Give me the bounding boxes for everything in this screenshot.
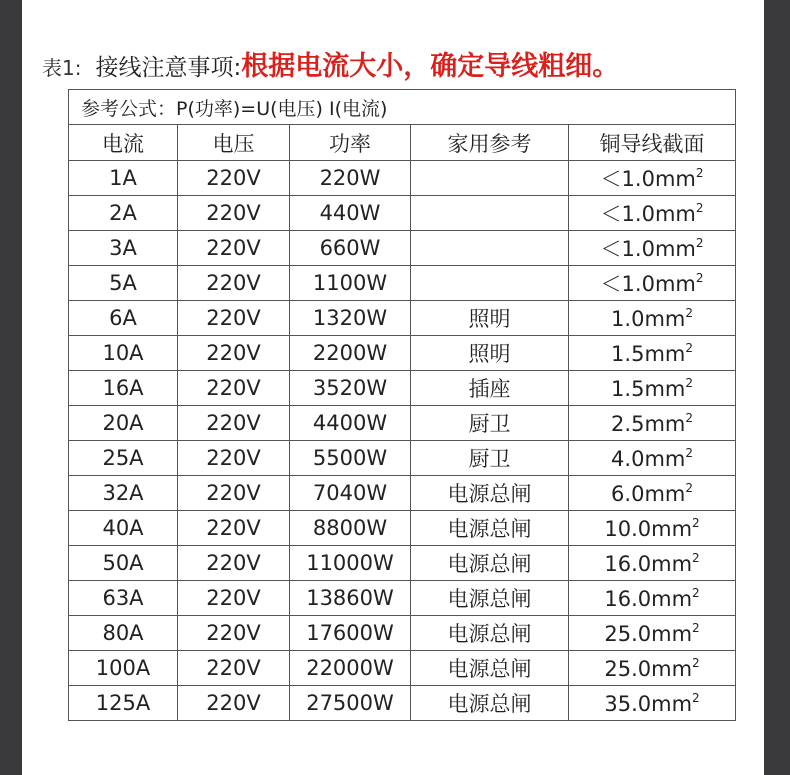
cell-power: 1320W	[290, 301, 411, 336]
caption-emphasis: 根据电流大小，确定导线粗细。	[241, 51, 620, 82]
cell-household-use	[411, 231, 569, 266]
area-value: 16.0	[604, 551, 652, 576]
area-unit: mm	[644, 411, 686, 436]
cell-voltage: 220V	[178, 616, 290, 651]
area-unit-power: 2	[685, 445, 693, 460]
cell-copper-area	[569, 581, 736, 616]
area-value: 4.0	[611, 446, 645, 471]
cell-power: 1100W	[290, 266, 411, 301]
cell-power: 17600W	[290, 616, 411, 651]
area-value: 1.5	[611, 341, 645, 366]
table-row	[69, 301, 736, 336]
area-unit: mm	[651, 516, 693, 541]
area-unit-power: 2	[695, 166, 704, 180]
formula-text: 参考公式：P(功率)=U(电压) I(电流)	[69, 90, 736, 125]
cell-household-use: 电源总闸	[411, 616, 569, 651]
area-unit-power: 2	[695, 236, 704, 250]
cell-power: 660W	[290, 231, 411, 266]
cell-household-use: 电源总闸	[411, 581, 569, 616]
cell-current: 1A	[69, 161, 178, 196]
cell-household-use: 厨卫	[411, 406, 569, 441]
table-row	[69, 616, 736, 651]
table-number: 表1:	[42, 56, 82, 80]
area-value: 25.0	[604, 656, 652, 681]
table-row	[69, 196, 736, 231]
area-value: ＜1.0	[600, 237, 655, 261]
table-row	[69, 336, 736, 371]
cell-power: 440W	[290, 196, 411, 231]
cell-copper-area	[569, 406, 736, 441]
cell-voltage: 220V	[178, 301, 290, 336]
area-value: 25.0	[604, 621, 652, 646]
cell-household-use	[411, 196, 569, 231]
cell-current: 2A	[69, 196, 178, 231]
cell-current: 25A	[69, 441, 178, 476]
cell-power: 13860W	[290, 581, 411, 616]
area-unit-power: 2	[685, 480, 693, 495]
area-unit-power: 2	[685, 340, 693, 355]
area-unit: mm	[651, 551, 693, 576]
cell-current: 5A	[69, 266, 178, 301]
cell-copper-area	[569, 476, 736, 511]
cell-copper-area	[569, 266, 736, 301]
table-row	[69, 231, 736, 266]
area-unit-power: 2	[685, 305, 693, 320]
header-power: 功率	[290, 125, 411, 161]
area-value: ＜1.0	[600, 202, 655, 226]
table-row	[69, 371, 736, 406]
area-unit: mm	[651, 656, 693, 681]
cell-household-use: 照明	[411, 336, 569, 371]
cell-voltage: 220V	[178, 476, 290, 511]
cell-power: 3520W	[290, 371, 411, 406]
wire-gauge-table	[68, 89, 736, 721]
area-unit-power: 2	[685, 375, 693, 390]
cell-power: 27500W	[290, 686, 411, 721]
table-row	[69, 441, 736, 476]
table-row	[69, 476, 736, 511]
area-unit: mm	[654, 272, 696, 296]
area-value: 16.0	[604, 586, 652, 611]
table-row	[69, 266, 736, 301]
cell-household-use: 电源总闸	[411, 651, 569, 686]
header-row	[69, 125, 736, 161]
area-unit: mm	[644, 306, 686, 331]
area-unit-power: 2	[692, 585, 700, 600]
cell-household-use: 电源总闸	[411, 511, 569, 546]
area-unit-power: 2	[692, 655, 700, 670]
table-caption	[42, 44, 619, 84]
cell-power: 22000W	[290, 651, 411, 686]
cell-household-use	[411, 161, 569, 196]
area-unit: mm	[644, 481, 686, 506]
cell-household-use: 电源总闸	[411, 546, 569, 581]
cell-voltage: 220V	[178, 161, 290, 196]
cell-copper-area	[569, 686, 736, 721]
cell-power: 11000W	[290, 546, 411, 581]
area-unit-power: 2	[685, 410, 693, 425]
cell-voltage: 220V	[178, 686, 290, 721]
area-value: 2.5	[611, 411, 645, 436]
cell-voltage: 220V	[178, 546, 290, 581]
area-unit: mm	[644, 446, 686, 471]
cell-current: 100A	[69, 651, 178, 686]
area-unit: mm	[644, 341, 686, 366]
area-unit: mm	[651, 621, 693, 646]
cell-household-use: 电源总闸	[411, 476, 569, 511]
cell-current: 10A	[69, 336, 178, 371]
cell-voltage: 220V	[178, 406, 290, 441]
formula-row	[69, 90, 736, 125]
caption-topic: 接线注意事项:	[95, 55, 242, 81]
area-unit: mm	[651, 691, 693, 716]
cell-voltage: 220V	[178, 231, 290, 266]
cell-current: 80A	[69, 616, 178, 651]
cell-current: 63A	[69, 581, 178, 616]
cell-household-use: 厨卫	[411, 441, 569, 476]
area-value: ＜1.0	[600, 167, 655, 191]
area-unit-power: 2	[692, 690, 700, 705]
cell-copper-area	[569, 196, 736, 231]
cell-power: 4400W	[290, 406, 411, 441]
cell-voltage: 220V	[178, 371, 290, 406]
cell-copper-area	[569, 161, 736, 196]
cell-household-use: 插座	[411, 371, 569, 406]
header-voltage: 电压	[178, 125, 290, 161]
area-unit: mm	[644, 376, 686, 401]
cell-voltage: 220V	[178, 581, 290, 616]
cell-household-use	[411, 266, 569, 301]
cell-voltage: 220V	[178, 651, 290, 686]
cell-power: 7040W	[290, 476, 411, 511]
area-value: ＜1.0	[600, 272, 655, 296]
area-value: 35.0	[604, 691, 652, 716]
table-row	[69, 686, 736, 721]
cell-current: 6A	[69, 301, 178, 336]
cell-current: 16A	[69, 371, 178, 406]
cell-current: 20A	[69, 406, 178, 441]
cell-household-use: 照明	[411, 301, 569, 336]
area-unit-power: 2	[692, 550, 700, 565]
cell-voltage: 220V	[178, 266, 290, 301]
area-unit: mm	[651, 586, 693, 611]
area-unit: mm	[654, 202, 696, 226]
table-row	[69, 546, 736, 581]
header-copper-area: 铜导线截面	[569, 125, 736, 161]
table-row	[69, 651, 736, 686]
cell-copper-area	[569, 301, 736, 336]
cell-copper-area	[569, 546, 736, 581]
area-value: 6.0	[611, 481, 645, 506]
cell-power: 2200W	[290, 336, 411, 371]
cell-power: 8800W	[290, 511, 411, 546]
cell-current: 40A	[69, 511, 178, 546]
area-unit-power: 2	[692, 515, 700, 530]
table-row	[69, 161, 736, 196]
cell-power: 220W	[290, 161, 411, 196]
area-value: 1.0	[611, 306, 645, 331]
cell-copper-area	[569, 336, 736, 371]
cell-copper-area	[569, 651, 736, 686]
cell-copper-area	[569, 616, 736, 651]
cell-copper-area	[569, 511, 736, 546]
cell-voltage: 220V	[178, 441, 290, 476]
cell-voltage: 220V	[178, 336, 290, 371]
cell-current: 32A	[69, 476, 178, 511]
header-household-use: 家用参考	[411, 125, 569, 161]
cell-voltage: 220V	[178, 196, 290, 231]
document-sheet	[22, 0, 764, 775]
cell-power: 5500W	[290, 441, 411, 476]
table-row	[69, 581, 736, 616]
area-unit: mm	[654, 167, 696, 191]
cell-voltage: 220V	[178, 511, 290, 546]
cell-current: 125A	[69, 686, 178, 721]
cell-copper-area	[569, 231, 736, 266]
header-current: 电流	[69, 125, 178, 161]
area-value: 10.0	[604, 516, 652, 541]
area-unit-power: 2	[695, 201, 704, 215]
area-unit-power: 2	[692, 620, 700, 635]
area-value: 1.5	[611, 376, 645, 401]
table-row	[69, 511, 736, 546]
table-row	[69, 406, 736, 441]
area-unit: mm	[654, 237, 696, 261]
cell-copper-area	[569, 441, 736, 476]
cell-current: 3A	[69, 231, 178, 266]
cell-copper-area	[569, 371, 736, 406]
area-unit-power: 2	[695, 271, 704, 285]
cell-household-use: 电源总闸	[411, 686, 569, 721]
cell-current: 50A	[69, 546, 178, 581]
